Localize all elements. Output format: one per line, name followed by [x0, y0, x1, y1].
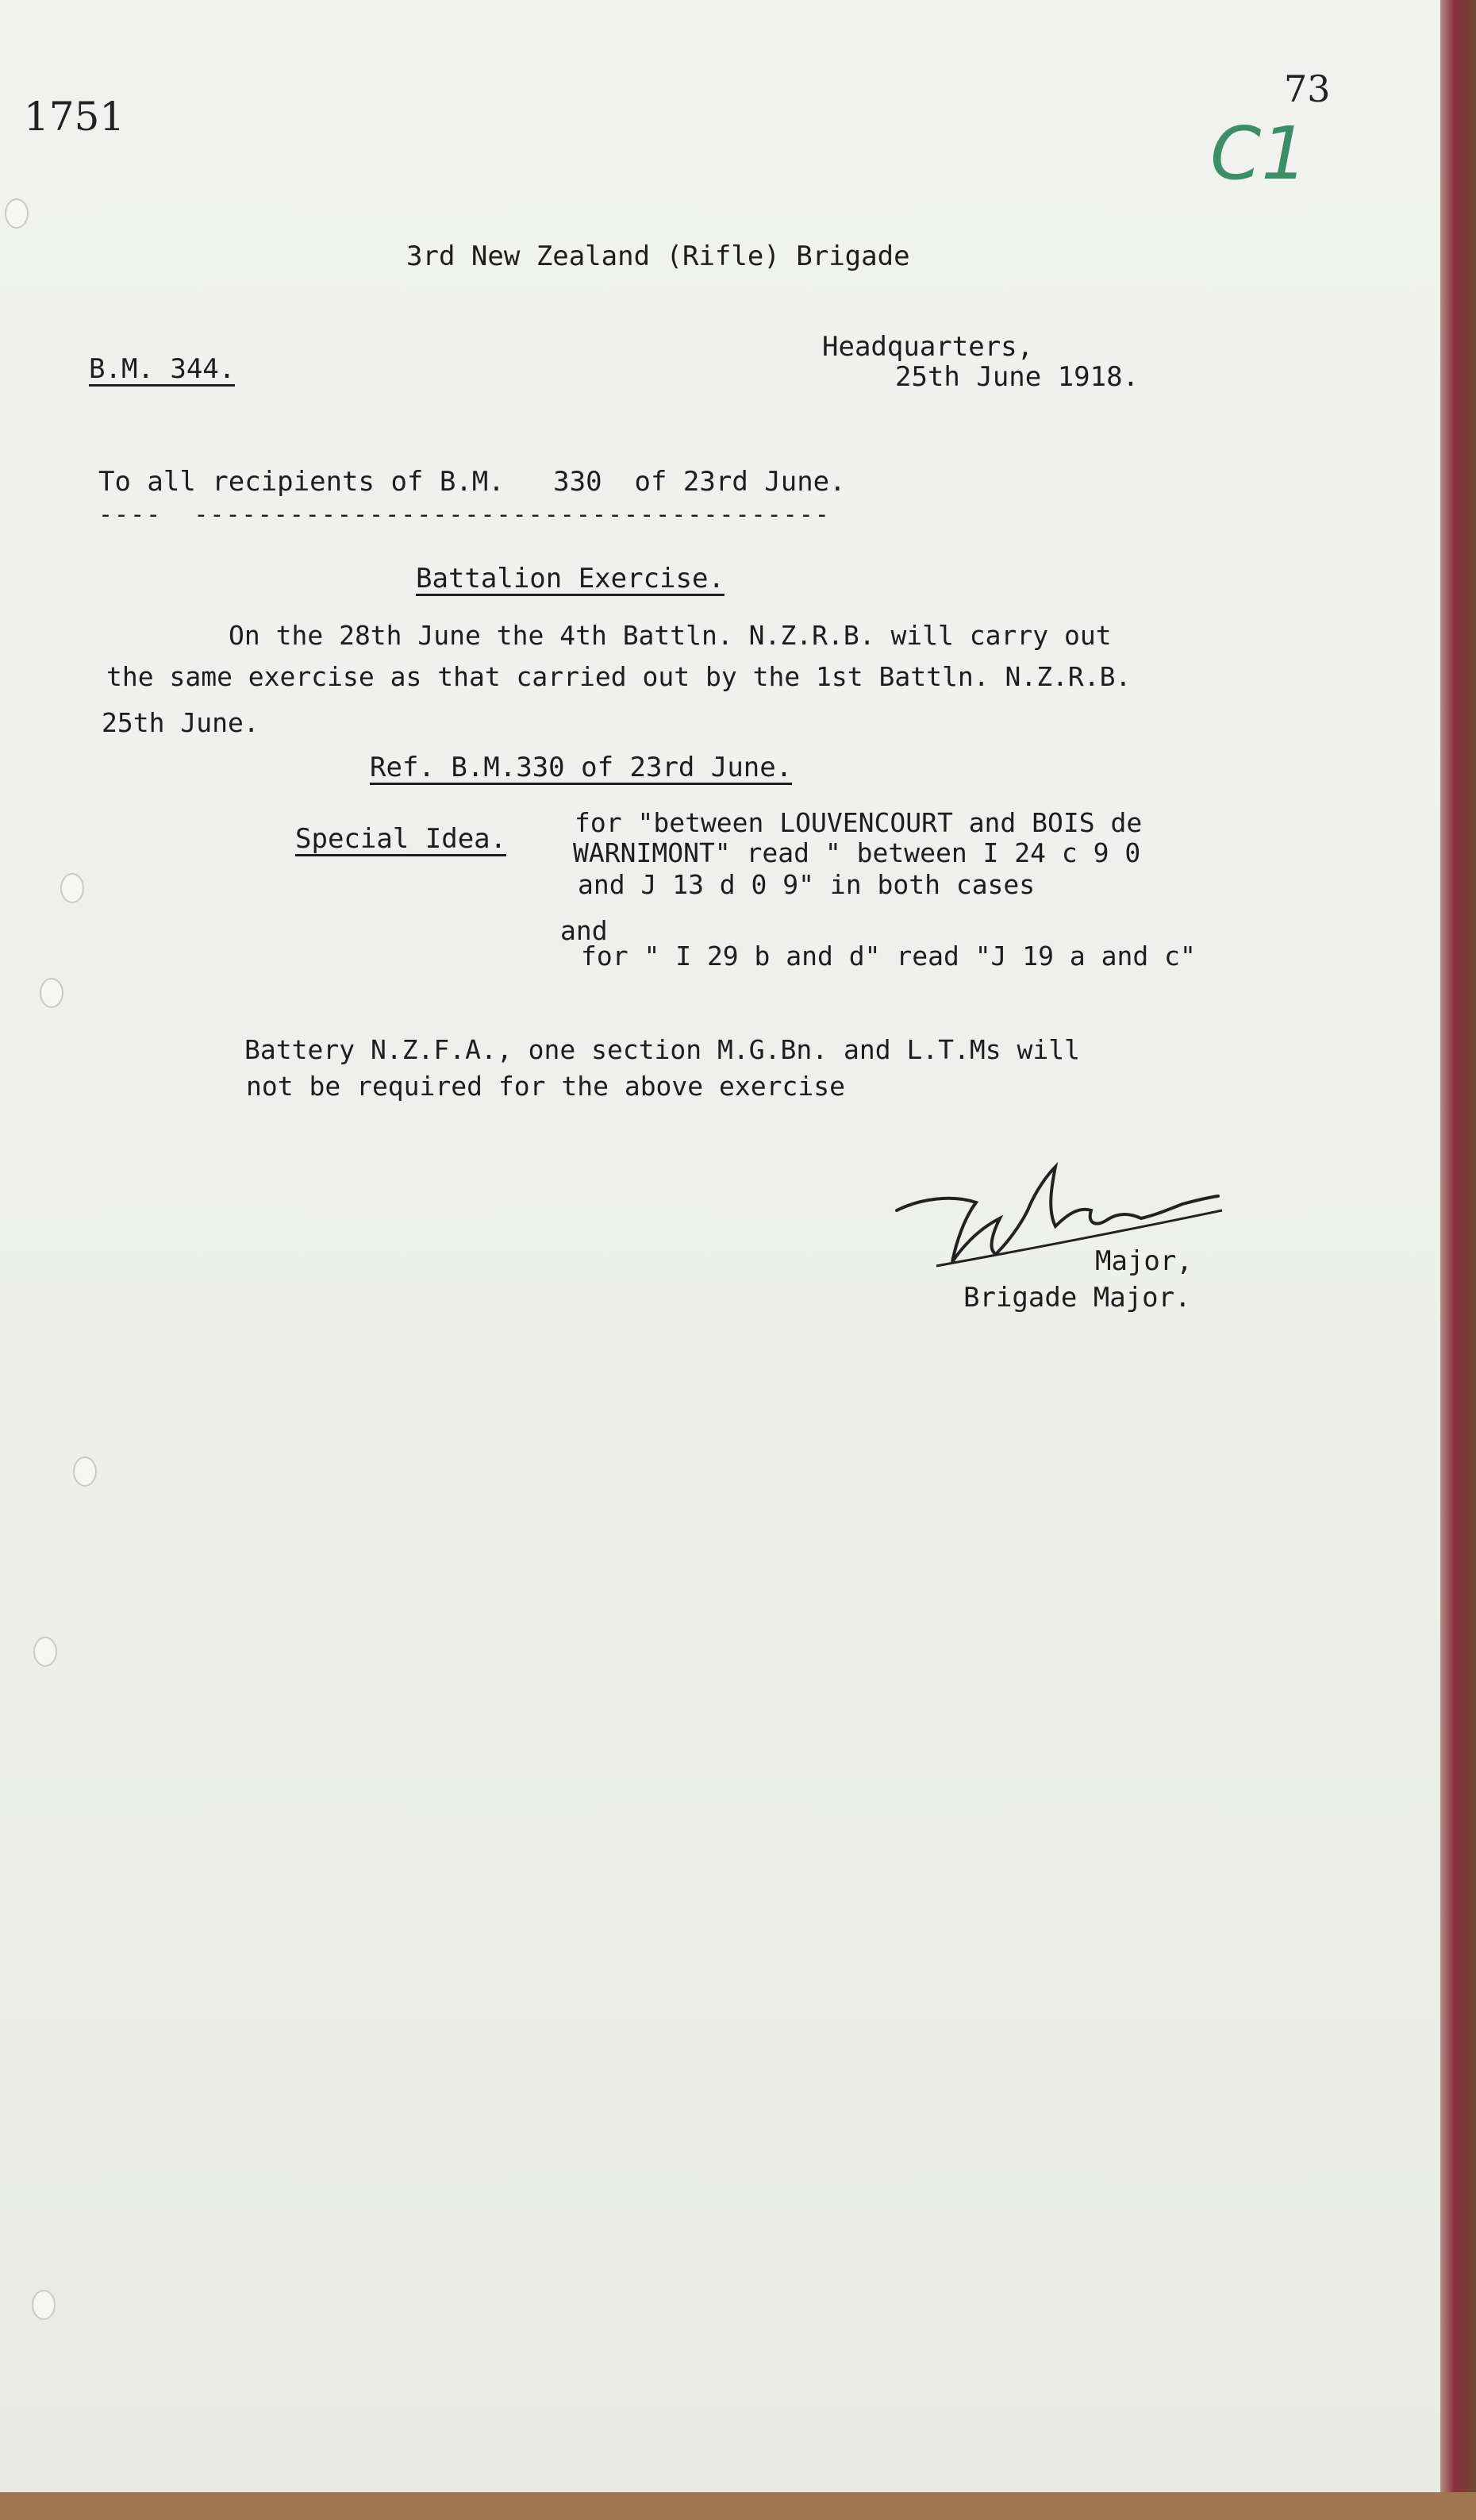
punch-hole — [73, 1456, 97, 1487]
reference-line: Ref. B.M.330 of 23rd June. — [370, 752, 793, 783]
punch-hole — [40, 978, 63, 1008]
body-line: On the 28th June the 4th Battln. N.Z.R.B. will carry out — [229, 620, 1112, 651]
battery-line: Battery N.Z.F.A., one section M.G.Bn. and L.T.Ms will — [244, 1034, 1080, 1065]
desk-surface — [0, 2492, 1476, 2520]
special-idea-line: and — [560, 915, 608, 946]
pencil-annotation: C1 — [1210, 111, 1308, 196]
signature-title: Brigade Major. — [963, 1282, 1191, 1314]
reference-number: B.M. 344. — [89, 353, 236, 385]
special-idea-line: WARNIMONT" read " between I 24 c 9 0 — [573, 837, 1141, 868]
page-number: 73 — [1284, 67, 1331, 110]
addressee-rule: ---- ---------------------------------------- — [98, 501, 831, 529]
special-idea-line: for " I 29 b and d" read "J 19 a and c" — [581, 941, 1196, 971]
signature-rank: Major, — [1095, 1245, 1193, 1277]
battery-line: not be required for the above exercise — [246, 1071, 845, 1102]
date-line: 25th June 1918. — [895, 361, 1140, 393]
body-line: 25th June. — [102, 707, 259, 738]
punch-hole — [32, 2290, 56, 2320]
location-line: Headquarters, — [822, 331, 1034, 363]
special-idea-line: for "between LOUVENCOURT and BOIS de — [575, 807, 1143, 838]
special-idea-line: and J 13 d 0 9" in both cases — [578, 869, 1036, 900]
folder-edge — [1440, 0, 1476, 2520]
punch-hole — [5, 198, 29, 229]
addressee-line: To all recipients of B.M. 330 of 23rd June. — [98, 466, 846, 498]
special-idea-label: Special Idea. — [295, 823, 507, 855]
punch-hole — [33, 1637, 57, 1667]
unit-heading: 3rd New Zealand (Rifle) Brigade — [406, 240, 910, 272]
archive-number: 1751 — [24, 94, 125, 140]
punch-hole — [60, 873, 84, 903]
body-line: the same exercise as that carried out by the 1st Battln. N.Z.R.B. — [106, 661, 1132, 692]
subject-heading: Battalion Exercise. — [416, 563, 725, 594]
